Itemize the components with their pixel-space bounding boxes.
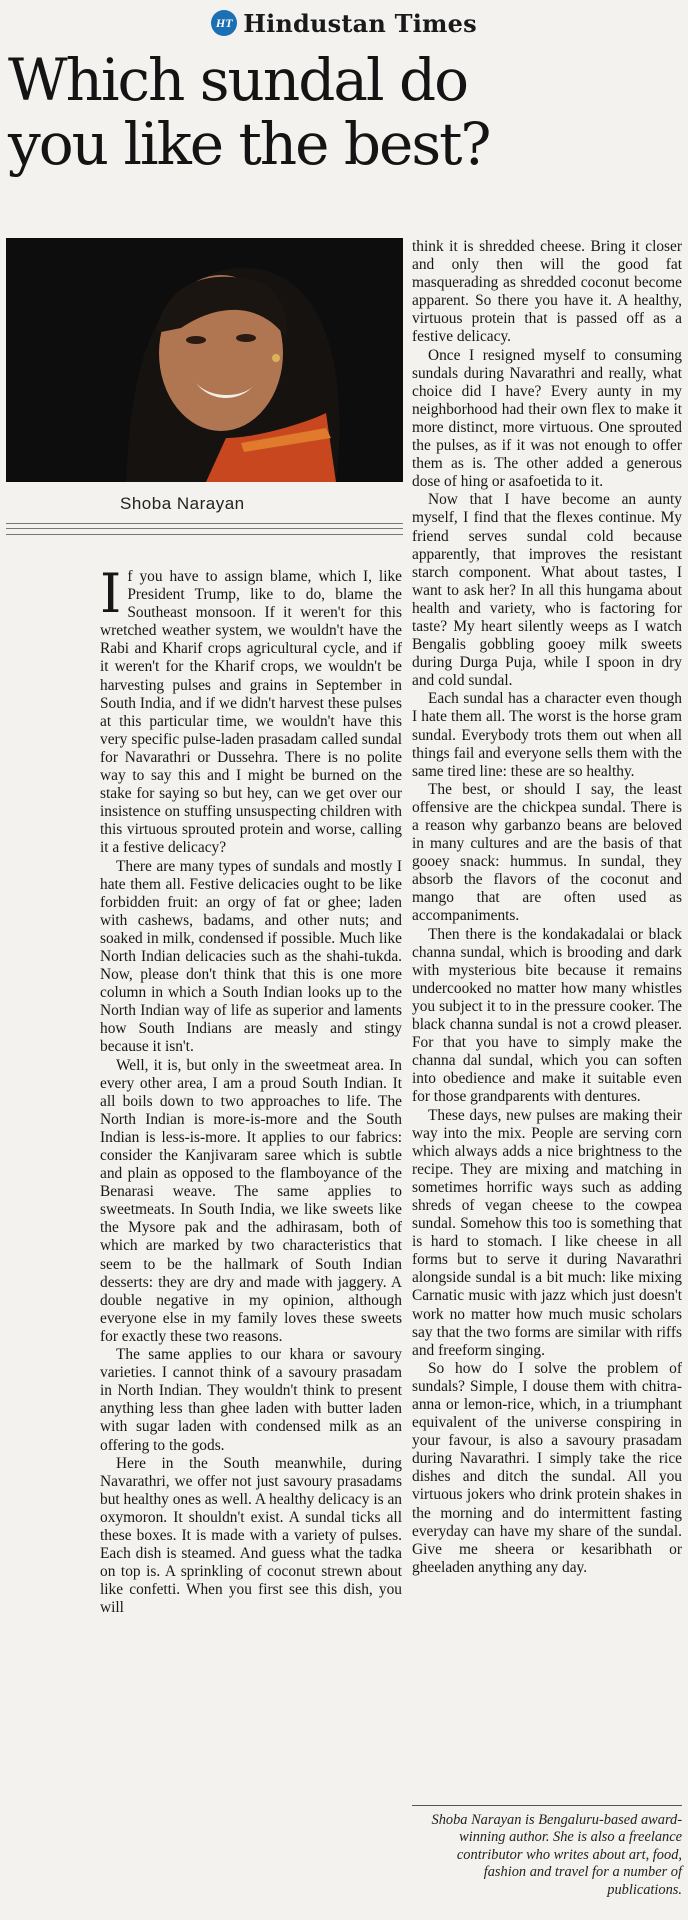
article-paragraph: The same applies to our khara or savoury varieties. I cannot think of a savoury prasadam in North Indian. They wouldn't think to present anything less than ghee laden with butter laden with sugar laden with condensed milk as an offering to the gods. — [100, 1346, 402, 1454]
article-paragraph: Once I resigned myself to consuming sundals during Navarathri and really, what choice did I have? Every aunty in my neighborhood had their own flex to make it more distinct, more virtuous. One sprouted the pulses, as if it was not enough to offer them as is. The other added a generous dose of hing or asafoetida to it. — [412, 346, 682, 491]
article-paragraph: think it is shredded cheese. Bring it closer and only then will the good fat masquerading as shredded coconut become apparent. So there you have it. A healthy, virtuous protein that is passed off as a festive delicacy. — [412, 238, 682, 346]
article-column-2 — [412, 238, 682, 1577]
author-bio: Shoba Narayan is Bengaluru-based award-winning author. She is also a freelance contributor who writes about art, food, fashion and travel for a number of publications. — [431, 1812, 682, 1898]
article-paragraph: There are many types of sundals and mostly I hate them all. Festive delicacies ought to be like forbidden fruit: an orgy of fat or ghee; laden with cashews, badams, and other nuts; and soaked in milk, condensed if possible. Much like North Indian delicacies such as the shahi-tukda. Now, please don't think that this is one more column in which a South Indian looks up to the North Indian way of life as superior and laments how South Indians are measly and stingy because it isn't. — [100, 857, 402, 1056]
article-paragraph: If you have to assign blame, which I, like President Trump, like to do, blame the Southeast monsoon. If it weren't for this wretched weather system, we wouldn't have the Rabi and Kharif crops agricultural cycle, and if it weren't for the Kharif crops, we wouldn't be harvesting pulses and grains in September in South India, and if we didn't harvest these pulses at this particular time, we wouldn't have this very specific pulse-laden prasadam called sundal for Navarathri or Dussehra. There is no polite way to say this and I might be burned on the stake for saying so but hey, can we get over our insistence on stuffing unsuspecting children with this virtuous sprouted protein and worse, calling it a festive delicacy? — [100, 562, 402, 857]
article-paragraph: The best, or should I say, the least offensive are the chickpea sundal. There is a reason why garbanzo beans are beloved in many cultures and are the basis of that gooey snack: hummus. In sundal, they absorb the flavors of the coconut and mango that are often used as accompaniments. — [412, 780, 682, 925]
article-paragraph: Then there is the kondakadalai or black channa sundal, which is brooding and dark with mysterious bite because it remains undercooked no matter how many whistles you subject it to in the pressure cooker. The black channa sundal is not a crowd pleaser. For that you have to simply make the channa dal sundal, which you can soften into obedience and make it suitable even for those grandparents with dentures. — [412, 925, 682, 1106]
article-paragraph: Each sundal has a character even though I hate them all. The worst is the horse gram sundal. Everybody trots them out when all things fail and everyone sells them with the same tired line: these are so healthy. — [412, 690, 682, 780]
article-paragraph: Here in the South meanwhile, during Navarathri, we offer not just savoury prasadams but healthy ones as well. A healthy delicacy is an oxymoron. It shouldn't exist. A sundal ticks all these boxes. It is made with a variety of pulses. Each dish is steamed. And guess what the tadka on top is. A sprinkling of coconut strewn about like confetti. When you first see this dish, you will — [100, 1454, 402, 1617]
bio-divider — [412, 1805, 682, 1806]
author-portrait-image — [6, 238, 403, 482]
article-paragraph: Now that I have become an aunty myself, I find that the flexes continue. My friend serves sundal cold because apparently, that improves the resistant starch component. What about tastes, I want to ask her? In all this hungama about health and variety, who is factoring for taste? My heart silently weeps as I watch Bengalis gobbling gooey milk sweets during Durga Puja, while I spoon in dry and cold sundal. — [412, 491, 682, 690]
article-paragraph: These days, new pulses are making their way into the mix. People are serving corn which always adds a nice brightness to the recipe. They are mixing and matching in sometimes horrific ways such as adding shreds of vegan cheese to the cowpea sundal. Somehow this too is something that is hard to stomach. I like cheese in all forms but to serve it during Navarathri alongside sundal is a bit much: like mixing Carnatic music with jazz which just doesn't work no matter how much music scholars say that the two forms are similar with riffs and freeform singing. — [412, 1106, 682, 1359]
ht-logo-icon: HT — [211, 10, 237, 36]
newspaper-name: Hindustan Times — [243, 8, 477, 38]
article-paragraph: Well, it is, but only in the sweetmeat area. In every other area, I am a proud South Indian. It all boils down to two approaches to life. The North Indian is more-is-more and the South Indian is less-is-more. It applies to our fabrics: consider the Kanjivaram saree which is subtle and plain as opposed to the flamboyance of the Benarasi weave. The same applies to sweetmeats. In South India, we like sweets like the Mysore pak and the adhirasam, both of which are marked by two characteristics that seem to be the hallmark of South Indian desserts: they are dry and made with jaggery. A double negative in my opinion, although everyone else in my family loves these sweets for exactly these two reasons. — [100, 1056, 402, 1345]
drop-cap: I — [100, 562, 122, 625]
masthead — [0, 6, 688, 40]
byline-divider — [6, 523, 403, 535]
article-paragraph: So how do I solve the problem of sundals? Simple, I douse them with chitra-anna or lemon-rice, which, in a triumphant equivalent of the universe conspiring in your favour, is also a savoury prasadam during Navarathri. I simply take the rice dishes and ditch the sundal. All you virtuous jokers who drink protein shakes in the morning and do intermittent fasting everyday can have my share of the sundal. Give me sheera or kesaribhath or gheeladen anything any day. — [412, 1359, 682, 1576]
byline: Shoba Narayan — [120, 494, 245, 513]
article-column-1 — [100, 562, 402, 1617]
headline: Which sundal do you like the best? — [8, 46, 490, 178]
author-photo — [6, 238, 403, 482]
